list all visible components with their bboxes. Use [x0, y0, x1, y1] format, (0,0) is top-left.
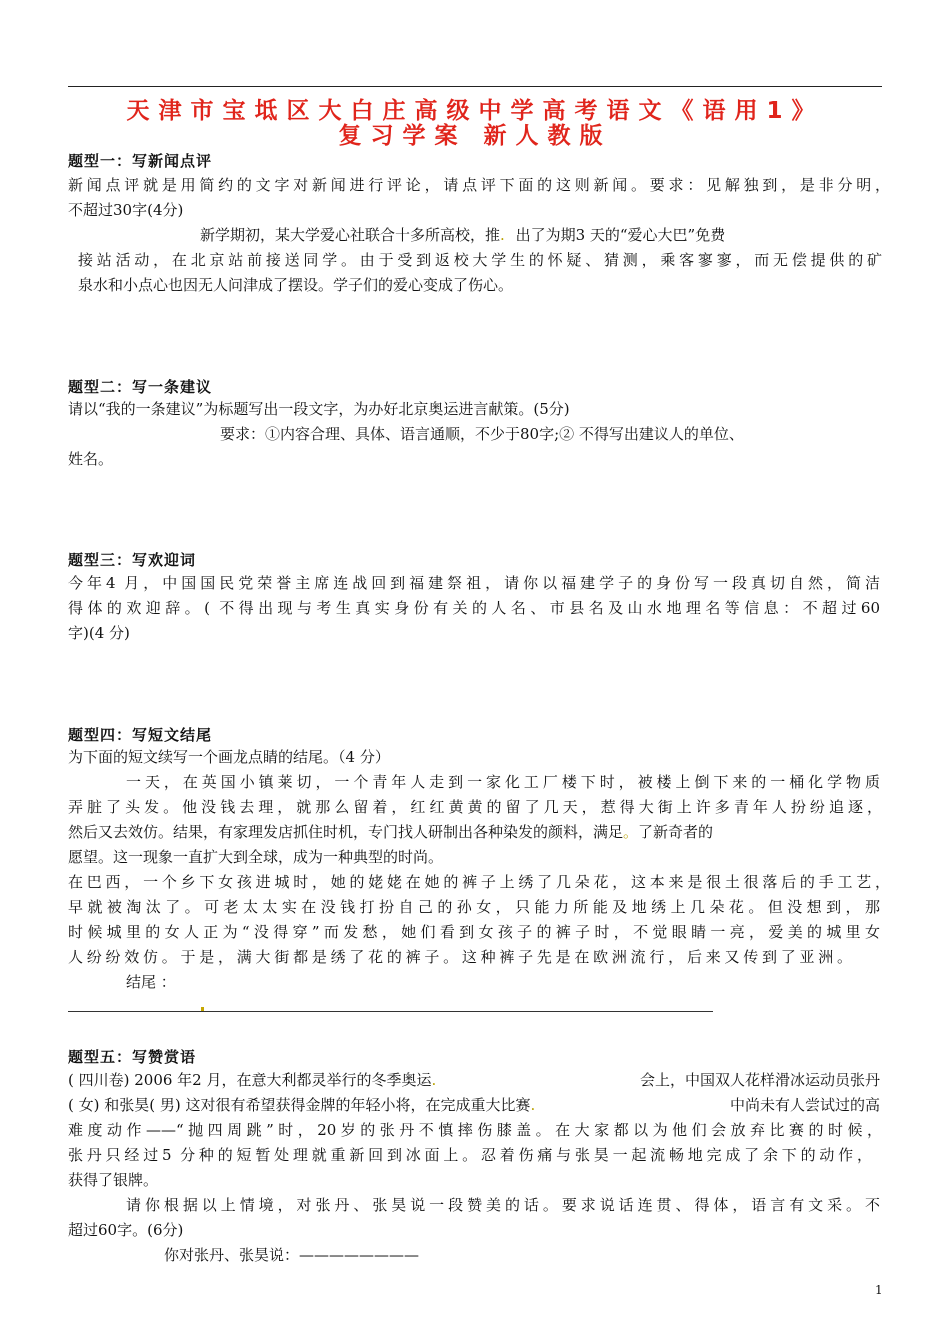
- section4-line: 早就被淘汰了。可老太太实在没钱打扮自己的孙女，只能力所能及地绣上几朵花。但没想到，那: [68, 898, 880, 916]
- section3-line: 得体的欢迎辞。( 不得出现与考生真实身份有关的人名、市县名及山水地理名等信息：不超过60: [68, 599, 880, 617]
- page-number: 1: [875, 1283, 883, 1297]
- section-heading-2: 题型二：写一条建议: [68, 378, 213, 396]
- section5-line: 难度动作——“抛四周跳”时，20岁的张丹不慎摔伤膝盖。在大家都以为他们会放弃比赛的时候，: [68, 1121, 882, 1139]
- section5-line: 张丹只经过5 分种的短暂处理就重新回到冰面上。忍着伤痛与张昊一起流畅地完成了余下的动作，: [68, 1146, 872, 1164]
- section4-line: 时候城里的女人正为“没得穿”而发愁，她们看到女孩子的裤子时，不觉眼睛一亮，爱美的城里女: [68, 923, 880, 941]
- section4-line: 弄脏了头发。他没钱去理，就那么留着，红红黄黄的留了几天，惹得大街上许多青年人扮纷追逐，: [68, 798, 882, 816]
- section-heading-3: 题型三：写欢迎词: [68, 551, 197, 569]
- praise-text-d: 中尚未有人尝试过的高: [729, 1096, 880, 1114]
- section4-line: 人纷纷效仿。于是，满大街都是绣了花的裤子。这种裤子先是在欧洲流行，后来又传到了亚洲。: [68, 948, 852, 966]
- section-heading-5: 题型五：写赞赏语: [68, 1048, 197, 1066]
- section5-line-split: ( 女) 和张昊( 男) 这对很有希望获得金牌的年轻小将，在完成重大比赛. 中尚未有人尝试过的高: [68, 1096, 880, 1114]
- section3-line: 字)(4 分): [68, 624, 130, 642]
- ending-label: 结尾 ：: [126, 973, 176, 991]
- section2-line: 要求：①内容合理、具体、语言通顺，不少于80字;② 不得写出建议人的单位、: [220, 425, 744, 443]
- section4-line: 在巴西，一个乡下女孩进城时，她的姥姥在她的裤子上绣了几朵花，这本来是很土很落后的手工艺，: [68, 873, 890, 891]
- section3-line: 今年4 月，中国国民党荣誉主席连战回到福建祭祖，请你以福建学子的身份写一段真切自然，简洁: [68, 574, 880, 592]
- praise-text-a: ( 四川卷) 2006 年2 月，在意大利都灵举行的冬季奥运: [68, 1071, 432, 1089]
- section1-line: 新闻点评就是用简约的文字对新闻进行评论，请点评下面的这则新闻。要求：见解独到，是非分明，: [68, 176, 890, 194]
- section4-line: 愿望。这一现象一直扩大到全球，成为一种典型的时尚。: [68, 848, 444, 866]
- section1-line: 接站活动，在北京站前接送同学。由于受到返校大学生的怀疑、猜测，乘客寥寥，而无偿提供的矿: [78, 251, 882, 269]
- news-text-b: 出了为期3 天的“爱心大巴”免费: [515, 226, 726, 244]
- marker-dot: [201, 1007, 204, 1011]
- story-text-a: 然后又去效仿。结果，有家理发店抓住时机，专门找人研制出各种染发的颜料，满足: [68, 823, 624, 841]
- section4-line: 为下面的短文续写一个画龙点睛的结尾。（4 分）: [68, 748, 390, 766]
- section1-line: 不超过30字(4分): [68, 201, 184, 219]
- section5-line: 超过60字。(6分): [68, 1221, 184, 1239]
- section4-line: 一天，在英国小镇莱切，一个青年人走到一家化工厂楼下时，被楼上倒下来的一桶化学物质: [126, 773, 880, 791]
- section-heading-4: 题型四：写短文结尾: [68, 726, 213, 744]
- section5-line: 获得了银牌。: [68, 1171, 159, 1189]
- document-title-line2: 复习学案 新人教版: [338, 123, 612, 149]
- section5-line: 请你根据以上情境，对张丹、张昊说一段赞美的话。要求说话连贯、得体，语言有文采。不: [126, 1196, 880, 1214]
- top-rule: [68, 86, 882, 87]
- news-text-a: 新学期初，某大学爱心社联合十多所高校，推: [200, 226, 501, 244]
- section1-line: 泉水和小点心也因无人问津成了摆设。学子们的爱心变成了伤心。: [78, 276, 514, 294]
- praise-text-b: 会上，中国双人花样滑冰运动员张丹: [639, 1071, 880, 1089]
- section5-line: 你对张丹、张昊说：————————: [164, 1246, 420, 1264]
- section2-line: 姓名。: [68, 450, 114, 468]
- answer-blank-line: [68, 1011, 713, 1012]
- section2-line: 请以“我的一条建议”为标题写出一段文字，为办好北京奥运进言献策。(5分): [68, 400, 570, 418]
- section1-news-line: 新学期初，某大学爱心社联合十多所高校，推. 出了为期3 天的“爱心大巴”免费: [200, 226, 726, 244]
- section-heading-1: 题型一：写新闻点评: [68, 152, 213, 170]
- section5-line-split: ( 四川卷) 2006 年2 月，在意大利都灵举行的冬季奥运. 会上，中国双人花样滑冰运动员张丹: [68, 1071, 880, 1089]
- document-title-line1: 天津市宝坻区大白庄高级中学高考语文《语用1》: [126, 98, 824, 124]
- story-text-b: 了新奇者的: [638, 823, 714, 841]
- section4-line-split: 然后又去效仿。结果，有家理发店抓住时机，专门找人研制出各种染发的颜料，满足。了新奇者的: [68, 823, 714, 841]
- praise-text-c: ( 女) 和张昊( 男) 这对很有希望获得金牌的年轻小将，在完成重大比赛: [68, 1096, 531, 1114]
